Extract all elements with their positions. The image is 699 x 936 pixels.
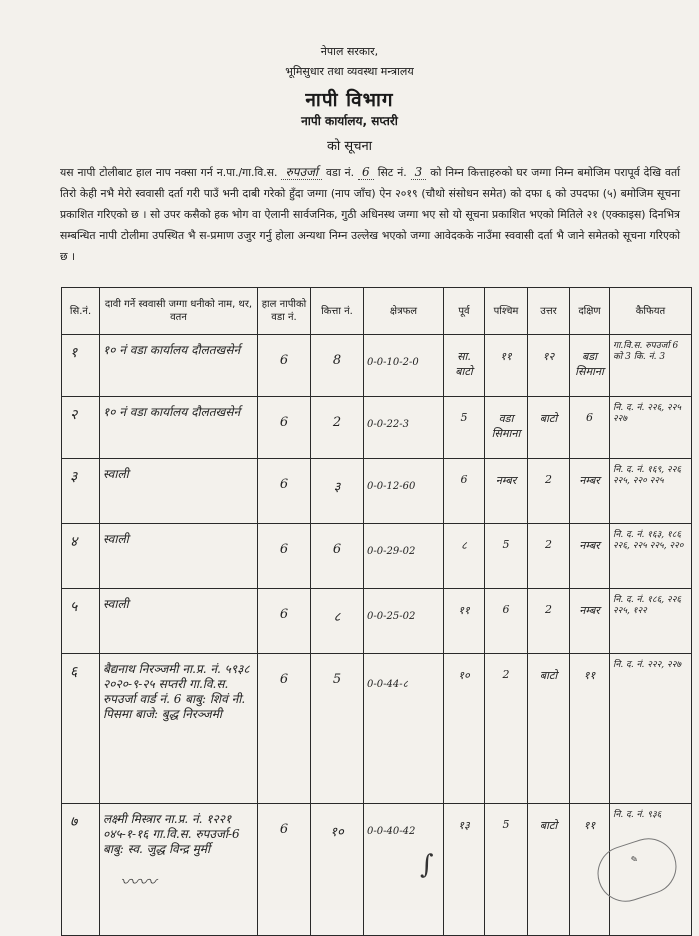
- cell-west: 5: [485, 804, 528, 936]
- cell-ward: 6: [258, 589, 311, 654]
- cell-note: नि. द. नं. २२६, २२५ २२७: [610, 397, 692, 459]
- cell-north: 2: [528, 459, 570, 524]
- cell-east: ८: [444, 524, 485, 589]
- notice-part2: वडा नं.: [326, 166, 355, 179]
- cell-owner: लक्ष्मी मिस्त्रार ना.प्र. नं. १२२१ ०४५-१-१६ गा.वि.स. रुपउर्जा-6 बाबु: स्व. जुद्ध विन्द्र मुर्मी: [100, 804, 258, 936]
- cell-east: सा. बाटो: [444, 335, 485, 397]
- column-header-9: कैफियत: [610, 288, 692, 335]
- cell-area: 0-0-44-८: [364, 654, 444, 804]
- header-line-office: नापी कार्यालय, सप्तरी: [301, 114, 398, 128]
- cell-area: 0-0-40-42: [364, 804, 444, 936]
- table-row: [62, 524, 692, 589]
- column-header-1: दावी गर्ने स्ववासी जग्गा धनीको नाम, थर, वतन: [100, 288, 258, 335]
- cell-note: नि. द. नं. २२२, २२७: [610, 654, 692, 804]
- cell-north: 2: [528, 524, 570, 589]
- cell-south: बडा सिमाना: [570, 335, 610, 397]
- cell-south: नम्बर: [570, 589, 610, 654]
- cell-note: नि. द. नं. १६९, २२६ २२५, २२० २२५: [610, 459, 692, 524]
- cell-west: ११: [485, 335, 528, 397]
- ward-handwritten: 6: [358, 165, 374, 180]
- sheet-handwritten: 3: [411, 165, 427, 180]
- cell-east: 5: [444, 397, 485, 459]
- cell-north: बाटो: [528, 654, 570, 804]
- cell-kitta: १०: [311, 804, 364, 936]
- cell-west: 5: [485, 524, 528, 589]
- cell-kitta: 2: [311, 397, 364, 459]
- cell-north: बाटो: [528, 804, 570, 936]
- cell-west: 6: [485, 589, 528, 654]
- column-header-2: हाल नापीको वडा नं.: [258, 288, 311, 335]
- cell-sn: ६: [62, 654, 100, 804]
- cell-area: 0-0-22-3: [364, 397, 444, 459]
- cell-note: नि. द. नं. १६३, १८६ २२६, २२५ २२५, २२०: [610, 524, 692, 589]
- table-row: [62, 397, 692, 459]
- cell-east: ११: [444, 589, 485, 654]
- cell-kitta: ८: [311, 589, 364, 654]
- cell-kitta: 8: [311, 335, 364, 397]
- table-row: [62, 335, 692, 397]
- column-header-5: पूर्व: [444, 288, 485, 335]
- cell-note: नि. द. नं. १८६, २२६ २२५, १२२: [610, 589, 692, 654]
- table-row: [62, 589, 692, 654]
- cell-area: 0-0-10-2-0: [364, 335, 444, 397]
- notice-paragraph: [60, 162, 680, 267]
- cell-sn: १: [62, 335, 100, 397]
- cell-south: 6: [570, 397, 610, 459]
- signature-middle: ∫: [420, 850, 434, 880]
- table-row: [62, 654, 692, 804]
- cell-area: 0-0-12-60: [364, 459, 444, 524]
- cell-east: १०: [444, 654, 485, 804]
- cell-sn: ७: [62, 804, 100, 936]
- cell-kitta: 5: [311, 654, 364, 804]
- cell-ward: 6: [258, 524, 311, 589]
- cell-ward: 6: [258, 654, 311, 804]
- header-line-government: नेपाल सरकार,: [320, 45, 379, 58]
- cell-north: बाटो: [528, 397, 570, 459]
- cell-ward: 6: [258, 335, 311, 397]
- claims-table: [61, 287, 692, 936]
- table-header-row: [62, 288, 692, 335]
- cell-kitta: 6: [311, 524, 364, 589]
- cell-area: 0-0-29-02: [364, 524, 444, 589]
- cell-note: गा.वि.स. रुपउर्जा 6 को 3 कि. नं. 3: [610, 335, 692, 397]
- header-line-notice: को सूचना: [326, 139, 373, 154]
- cell-south: नम्बर: [570, 524, 610, 589]
- header-line-department: नापी विभाग: [305, 89, 394, 111]
- cell-kitta: ३: [311, 459, 364, 524]
- cell-ward: 6: [258, 397, 311, 459]
- vdc-handwritten: रुपउर्जा: [281, 165, 322, 180]
- column-header-6: पश्चिम: [485, 288, 528, 335]
- column-header-7: उत्तर: [528, 288, 570, 335]
- notice-part3: सिट नं.: [377, 166, 407, 179]
- cell-area: 0-0-25-02: [364, 589, 444, 654]
- cell-owner: स्वाली: [100, 459, 258, 524]
- cell-owner: स्वाली: [100, 589, 258, 654]
- header-line-ministry: भूमिसुधार तथा व्यवस्था मन्त्रालय: [285, 65, 414, 78]
- official-stamp: ✎: [590, 831, 683, 909]
- column-header-0: सि.नं.: [62, 288, 100, 335]
- cell-owner: १० नं वडा कार्यालय दौलतखसेर्न: [100, 335, 258, 397]
- cell-owner: १० नं वडा कार्यालय दौलतखसेर्न: [100, 397, 258, 459]
- signature-left: 〰〰: [120, 872, 156, 893]
- cell-east: १३: [444, 804, 485, 936]
- cell-west: वडा सिमाना: [485, 397, 528, 459]
- cell-ward: 6: [258, 804, 311, 936]
- cell-north: 2: [528, 589, 570, 654]
- cell-east: 6: [444, 459, 485, 524]
- cell-north: १२: [528, 335, 570, 397]
- column-header-4: क्षेत्रफल: [364, 288, 444, 335]
- cell-south: ११: [570, 654, 610, 804]
- cell-owner: बैद्यनाथ निरञ्जमी ना.प्र. नं. ५९३८ २०२०-९-२५ सप्तरी गा.वि.स. रुपउर्जा वार्ड नं. 6 बाबु: शिवं नी. पिसमा बाजे: बुद्ध निरञ्जमी: [100, 654, 258, 804]
- column-header-8: दक्षिण: [570, 288, 610, 335]
- cell-note: नि. द. नं. ९३६: [610, 804, 692, 936]
- cell-west: 2: [485, 654, 528, 804]
- cell-sn: ५: [62, 589, 100, 654]
- cell-west: नम्बर: [485, 459, 528, 524]
- cell-sn: ४: [62, 524, 100, 589]
- table-body: [62, 335, 692, 936]
- column-header-3: कित्ता नं.: [311, 288, 364, 335]
- cell-sn: ३: [62, 459, 100, 524]
- cell-sn: २: [62, 397, 100, 459]
- notice-part4: को निम्न कित्ताहरुको घर जग्गा निम्न बमोजिम परापूर्व देखि वर्ता तिरो केही नभै मेरो स्ववासी दर्ता गरी पाउँ भनी दाबी गरेको हुँदा जग्गा (नाप जाँच) ऐन २०१९ (चौथो संसोधन समेत) को दफा ६ को उपदफा (५) बमोजिम सूचना प्रकाशित गरिएको छ । सो उपर कसैको हक भोग वा ऐलानी सार्वजनिक, गुठी अधिनस्थ जग्गा भए सो यो सूचना प्रकाशित भएको मितिले २१ (एक्काइस) दिनभित्र सम्बन्धित नापी टोलीमा उपस्थित भै स-प्रमाण उजुर गर्नु होला अन्यथा निम्न उल्लेख भएको जग्गा आवेदकके नाउँमा स्ववासी दर्ता भै जाने समेतको सूचना गरिएको छ ।: [60, 166, 680, 263]
- cell-ward: 6: [258, 459, 311, 524]
- table-row: [62, 459, 692, 524]
- cell-owner: स्वाली: [100, 524, 258, 589]
- cell-south: नम्बर: [570, 459, 610, 524]
- notice-part1: यस नापी टोलीबाट हाल नाप नक्सा गर्न न.पा./गा.वि.स.: [60, 166, 278, 179]
- cell-south: ११: [570, 804, 610, 936]
